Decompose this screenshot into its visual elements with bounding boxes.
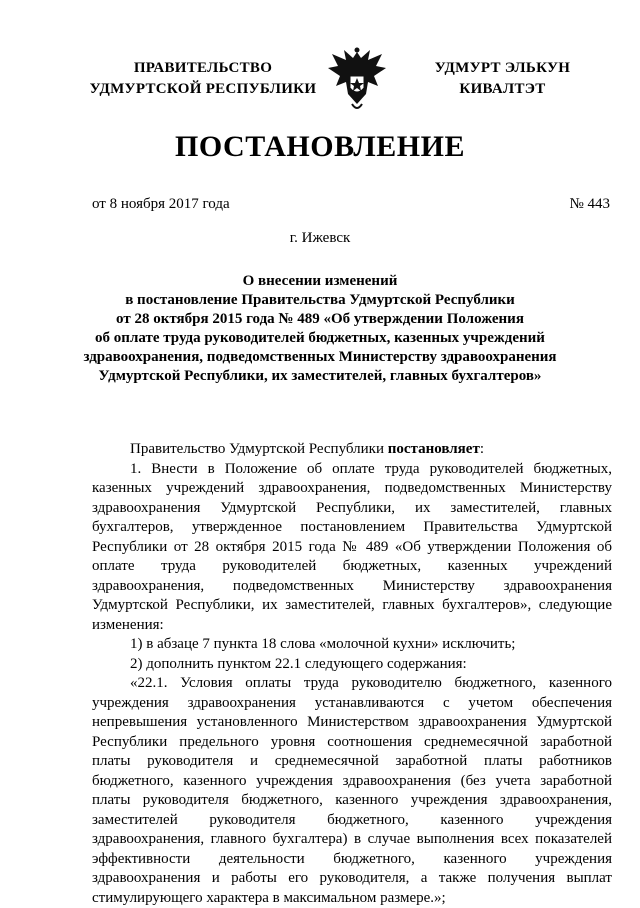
document-body [92,440,612,908]
government-name-udmurt-line1: УДМУРТ ЭЛЬКУН [434,60,571,76]
intro-colon: : [479,441,484,457]
document-number: № 443 [569,196,610,212]
title-line: от 28 октября 2015 года № 489 «Об утверждении Положения [116,311,524,327]
title-line: в постановление Правительства Удмуртской Республики [125,292,515,308]
document-type-heading: ПОСТАНОВЛЕНИЕ [175,130,465,163]
subitem-2-paragraph: 2) дополнить пунктом 22.1 следующего содержания: [130,655,467,672]
subitem-1-paragraph: 1) в абзаце 7 пункта 18 слова «молочной кухни» исключить; [130,636,516,652]
item-1-paragraph: 1. Внести в Положение об оплате труда руководителей бюджетных, казенных учреждений здравоохранения, подведомственных Министерству здравоохранения Удмуртской Республики, их заместителей, главных бухгалтеров, утвержденное постановлением Правительства Удмуртской Республики от 28 октября 2015 года № 489 «Об утверждении Положения об оплате труда руководителей бюджетных, казенных учреждений здравоохранения, подведомственных Министерству здравоохранения Удмуртской Республики, их заместителей, главных бухгалтеров», следующие изменения: [92,460,612,633]
title-line: Удмуртской Республики, их заместителей, главных бухгалтеров» [98,368,542,384]
coat-of-arms-emblem [326,46,388,116]
government-name-udmurt [420,58,585,100]
government-name-udmurt-line2: КИВАЛТЭТ [459,81,546,97]
government-name-russian [88,58,318,100]
document-date: от 8 ноября 2017 года [92,196,230,212]
government-name-line2: УДМУРТСКОЙ РЕСПУБЛИКИ [89,81,317,97]
title-line: об оплате труда руководителей бюджетных, казенных учреждений [95,330,545,346]
title-line: здравоохранения, подведомственных Министерству здравоохранения [83,349,557,365]
intro-resolves: постановляет [387,441,480,457]
title-line: О внесении изменений [242,273,398,289]
document-title [60,272,580,386]
government-name-line1: ПРАВИТЕЛЬСТВО [133,60,273,76]
intro-paragraph [92,440,612,460]
intro-text: Правительство Удмуртской Республики [130,441,388,457]
document-city: г. Ижевск [289,230,351,246]
quoted-clause-paragraph: «22.1. Условия оплаты труда руководителю бюджетного, казенного учреждения здравоохранения устанавливаются с учетом обеспечения непревышения установленного Министерством здравоохранения Удмуртской Республики предельного уровня соотношения среднемесячной заработной платы руководителя и среднемесячной заработной платы работников бюджетного, казенного учреждения здравоохранения (без учета заработной платы руководителя бюджетного, казенного учреждения здравоохранения, заместителей руководителя бюджетного, казенного учреждения здравоохранения, главного бухгалтера) в случае выполнения всех показателей эффективности деятельности бюджетного, казенного учреждения здравоохранения и работы его руководителя, а также получения выплат стимулирующего характера в максимальном размере.»; [92,675,612,906]
